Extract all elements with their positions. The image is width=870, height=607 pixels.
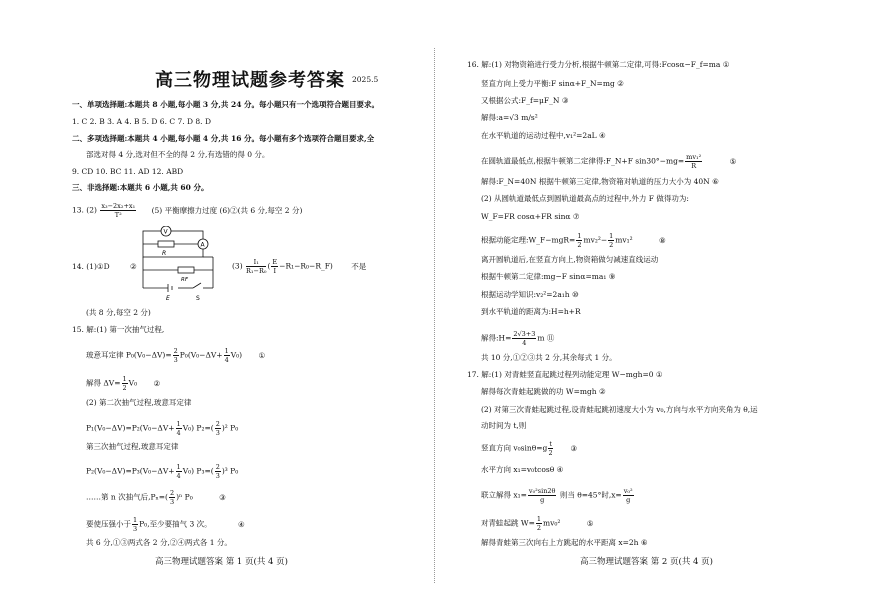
q16-line13: 根据运动学知识:v₂²=2a₁h ⑩ xyxy=(481,290,579,299)
q14-label: 14. (1)①D xyxy=(72,262,110,271)
answer-page-2 xyxy=(435,0,870,607)
q17-mark-5: ⑤ xyxy=(586,518,594,528)
circuit-diagram xyxy=(138,226,228,302)
frac-den: 3 xyxy=(215,429,220,437)
frac-num: 1 xyxy=(536,515,542,523)
frac xyxy=(215,463,221,480)
frac-num: t xyxy=(549,440,552,448)
q14-mark: ② xyxy=(130,262,137,271)
q13-den: T² xyxy=(114,211,122,219)
q16-line11: 离开圆轨道后,在竖直方向上,物资箱做匀减速直线运动 xyxy=(481,255,659,264)
frac-den: 3 xyxy=(173,356,178,364)
frac-num: 1 xyxy=(122,375,127,383)
q15-l6-b: V₀) P₃=( xyxy=(182,466,214,476)
q15-score: 共 6 分,①③两式各 2 分,②④两式各 1 分。 xyxy=(86,538,232,547)
q13-label: 13. (2) xyxy=(72,205,97,215)
q17-mark-3: ③ xyxy=(570,443,578,453)
q13-answer xyxy=(72,202,302,219)
frac xyxy=(173,347,179,364)
frac-num: 2 xyxy=(169,489,175,497)
frac-num: 1 xyxy=(176,420,181,428)
frac xyxy=(176,463,182,480)
q15-line1 xyxy=(86,347,265,364)
frac xyxy=(623,487,634,504)
frac xyxy=(685,153,702,170)
frac xyxy=(548,440,553,457)
frac-den: g xyxy=(626,496,631,504)
q15-l2-a: 解得 ΔV= xyxy=(86,378,121,388)
frac-den: 4 xyxy=(522,339,527,347)
frac-num: 2 xyxy=(215,420,220,428)
q16-l10-a: 根据动能定理:W_F−mgR= xyxy=(481,235,576,245)
q16-line9: W_F=FR cosα+FR sinα ⑦ xyxy=(481,212,580,221)
frac-den: 2 xyxy=(548,449,553,457)
q16-line6 xyxy=(481,153,736,170)
section-2-answers: 9. CD 10. BC 11. AD 12. ABD xyxy=(72,167,184,176)
q15-line2 xyxy=(86,375,160,392)
q16-line15 xyxy=(481,330,554,347)
q15-l1-c: V₀) xyxy=(230,350,243,360)
q16-score: 共 10 分,①②③共 2 分,其余每式 1 分。 xyxy=(481,353,617,362)
s-label: S xyxy=(196,295,200,302)
frac xyxy=(224,347,230,364)
q17-line1: 17. 解:(1) 对青蛙竖直起跳过程列动能定理 W−mgh=0 ① xyxy=(467,370,663,379)
section-3-heading: 三、非选择题:本题共 6 小题,共 60 分。 xyxy=(72,183,209,192)
q14-e-num: E xyxy=(272,258,278,266)
q14-paren: ( xyxy=(267,261,271,271)
section-2-heading: 二、多项选择题:本题共 4 小题,每小题 4 分,共 16 分。每小题有多个选项符合题目要求,全 xyxy=(72,134,375,143)
q16-l6-a: 在圆轨道最低点,根据牛顿第二定律得:F_N+F sin30°−mg= xyxy=(481,156,685,166)
frac xyxy=(576,232,582,249)
frac-den: g xyxy=(540,496,545,504)
frac-num: 1 xyxy=(224,347,229,355)
q17-l8-b: mv₀² xyxy=(543,518,561,528)
q16-line3: 又根据公式:F_f=μF_N ③ xyxy=(481,96,569,105)
resistor-r xyxy=(158,241,174,247)
voltmeter-label: V xyxy=(163,228,168,236)
q14-tail: −R₁−R₀−R_F) xyxy=(279,261,333,271)
frac-num: 2 xyxy=(215,463,220,471)
resistor-rf xyxy=(178,267,194,273)
frac xyxy=(215,420,221,437)
frac xyxy=(536,515,542,532)
q16-line2: 竖直方向上受力平衡:F sinα+F_N=mg ② xyxy=(481,79,624,88)
q16-line14: 到水平轨道的距离为:H=h+R xyxy=(481,307,581,316)
q15-l8-b: P₀,至少要抽气 3 次。 xyxy=(139,519,212,529)
frac-den: 2 xyxy=(577,241,582,249)
q15-line7 xyxy=(86,489,226,506)
q16-line12: 根据牛顿第二定律:mg−F sinα=ma₁ ⑨ xyxy=(481,272,616,281)
q15-line3: (2) 第二次抽气过程,玻意耳定律 xyxy=(86,398,192,407)
frac xyxy=(512,330,536,347)
q15-l1-a: 玻意耳定律 P₀(V₀−ΔV)= xyxy=(86,350,172,360)
q16-mark-8: ⑧ xyxy=(659,235,666,245)
frac xyxy=(122,375,128,392)
frac-den: 2 xyxy=(536,524,542,532)
q17-l7-b: 则当 θ=45°时,x= xyxy=(557,490,622,500)
q14-frac-num: I₁ xyxy=(246,258,266,267)
frac xyxy=(169,489,175,506)
frac-num: v₀² xyxy=(623,487,633,495)
q15-heading: 15. 解:(1) 第一次抽气过程, xyxy=(72,325,165,334)
frac-num: 1 xyxy=(609,232,614,240)
q14-e-den: I xyxy=(273,267,277,275)
frac-den: 2 xyxy=(122,384,127,392)
q15-l7-b: )ⁿ P₀ xyxy=(176,492,193,502)
q16-l15-a: 解得:H= xyxy=(481,333,512,343)
page-title: 高三物理试题参考答案 xyxy=(155,70,345,91)
q16-l10-b: mv₂²− xyxy=(583,235,608,245)
q13-rest: (5) 平衡摩擦力过度 (6)②(共 6 分,每空 2 分) xyxy=(151,205,303,215)
q14-score: (共 8 分,每空 2 分) xyxy=(86,308,151,317)
rf-label: RF xyxy=(181,277,188,283)
frac-den: 4 xyxy=(224,356,229,364)
frac-den: 3 xyxy=(215,472,220,480)
frac-den: 4 xyxy=(176,472,181,480)
q15-line6 xyxy=(86,463,238,480)
q13-num: x₃−2x₂+x₁ xyxy=(101,202,136,210)
q15-l4-a: P₁(V₀−ΔV)=P₂(V₀−ΔV+ xyxy=(86,423,175,433)
section-2-heading-cont: 部选对得 4 分,选对但不全的得 2 分,有选错的得 0 分。 xyxy=(86,150,270,159)
frac-den: 3 xyxy=(169,498,175,506)
page-footer-1: 高三物理试题答案 第 1 页(共 4 页) xyxy=(155,557,288,567)
q15-l6-a: P₂(V₀−ΔV)=P₃(V₀−ΔV+ xyxy=(86,466,175,476)
q15-l7-a: ……第 n 次抽气后,Pₙ=( xyxy=(86,492,168,502)
frac-num: 1 xyxy=(577,232,582,240)
frac-num: v₀²sin2θ xyxy=(528,487,556,495)
q17-line9: 解得青蛙第三次向右上方跳起的水平距离 x=2h ⑥ xyxy=(481,538,648,547)
q13-fraction xyxy=(100,202,136,219)
q17-l5-a: 竖直方向 v₀sinθ=g xyxy=(481,443,548,453)
frac-den: 4 xyxy=(176,429,181,437)
q17-line3: (2) 对第三次青蛙起跳过程,设青蛙起跳初速度大小为 v₀,方向与水平方向夹角为 θ,运 xyxy=(481,405,758,414)
q16-line10 xyxy=(481,232,666,249)
q16-mark-5: ⑤ xyxy=(729,156,737,166)
q15-mark-1: ① xyxy=(258,350,266,360)
q14-e-fraction xyxy=(271,258,278,275)
q15-l2-b: V₀ xyxy=(128,378,138,388)
q14-frac-den: R₁−R₀ xyxy=(246,267,267,275)
frac xyxy=(176,420,182,437)
frac-num: 2√3+3 xyxy=(513,330,536,338)
q14-not: 不是 xyxy=(351,261,367,271)
q17-line2: 解得每次青蛙起跳做的功 W=mgh ② xyxy=(481,387,606,396)
q15-line5: 第三次抽气过程,玻意耳定律 xyxy=(86,442,179,451)
q16-line7: 解得:F_N=40N 根据牛顿第三定律,物资箱对轨道的压力大小为 40N ⑥ xyxy=(481,177,719,186)
q15-l6-c: )³ P₀ xyxy=(221,466,239,476)
q17-line7 xyxy=(481,487,635,504)
q14-part3 xyxy=(232,258,366,275)
frac-num: 1 xyxy=(176,463,181,471)
q16-line5: 在水平轨道的运动过程中,v₁²=2aL ④ xyxy=(481,131,606,140)
q15-l8-a: 要使压强小于 xyxy=(86,519,131,529)
section-1-heading: 一、单项选择题:本题共 8 小题,每小题 3 分,共 24 分。每小题只有一个选项符合题目要求。 xyxy=(72,100,380,109)
q15-line4 xyxy=(86,420,238,437)
e-label: E xyxy=(166,295,170,302)
q15-l4-b: V₀) P₂=( xyxy=(182,423,214,433)
section-1-answers: 1. C 2. B 3. A 4. B 5. D 6. C 7. D 8. D xyxy=(72,117,211,126)
q16-line4: 解得:a=√3 m/s² xyxy=(481,113,538,122)
q17-line6: 水平方向 x₁=v₀tcosθ ④ xyxy=(481,465,564,474)
q15-line8 xyxy=(86,516,245,533)
q15-mark-4: ④ xyxy=(238,519,245,529)
q16-l10-c: mv₁² xyxy=(615,235,633,245)
q15-l1-b: P₀(V₀−ΔV+ xyxy=(179,350,223,360)
frac xyxy=(608,232,614,249)
frac-den: 3 xyxy=(133,525,138,533)
frac-den: R xyxy=(691,162,697,170)
page-footer-2: 高三物理试题答案 第 2 页(共 4 页) xyxy=(580,557,713,567)
q14-part3-label: (3) xyxy=(232,261,243,271)
q15-mark-2: ② xyxy=(153,378,161,388)
frac xyxy=(528,487,557,504)
frac-num: 1 xyxy=(133,516,138,524)
q16-l15-b: m ⑪ xyxy=(537,333,555,343)
q17-line4: 动时间为 t,则 xyxy=(481,421,527,430)
frac-num: mv₁² xyxy=(686,153,702,161)
frac-den: 2 xyxy=(609,241,614,249)
ammeter-label: A xyxy=(200,241,205,249)
q16-line1: 16. 解:(1) 对物资箱进行受力分析,根据牛顿第二定律,可得:Fcosα−F_f=ma ① xyxy=(467,60,730,69)
exam-date: 2025.5 xyxy=(352,75,379,84)
q17-l8-a: 对青蛙起跳 W= xyxy=(481,518,535,528)
r-label: R xyxy=(162,250,167,257)
q15-mark-3: ③ xyxy=(219,492,226,502)
q17-l7-a: 联立解得 x₁= xyxy=(481,490,527,500)
q14-fraction xyxy=(246,258,266,275)
frac xyxy=(132,516,138,533)
q17-line5 xyxy=(481,440,577,457)
q17-line8 xyxy=(481,515,594,532)
q15-l4-c: )² P₀ xyxy=(221,423,239,433)
frac-num: 2 xyxy=(173,347,178,355)
q16-line8: (2) 从圆轨道最低点到圆轨道最高点的过程中,外力 F 做得功为: xyxy=(481,194,689,203)
